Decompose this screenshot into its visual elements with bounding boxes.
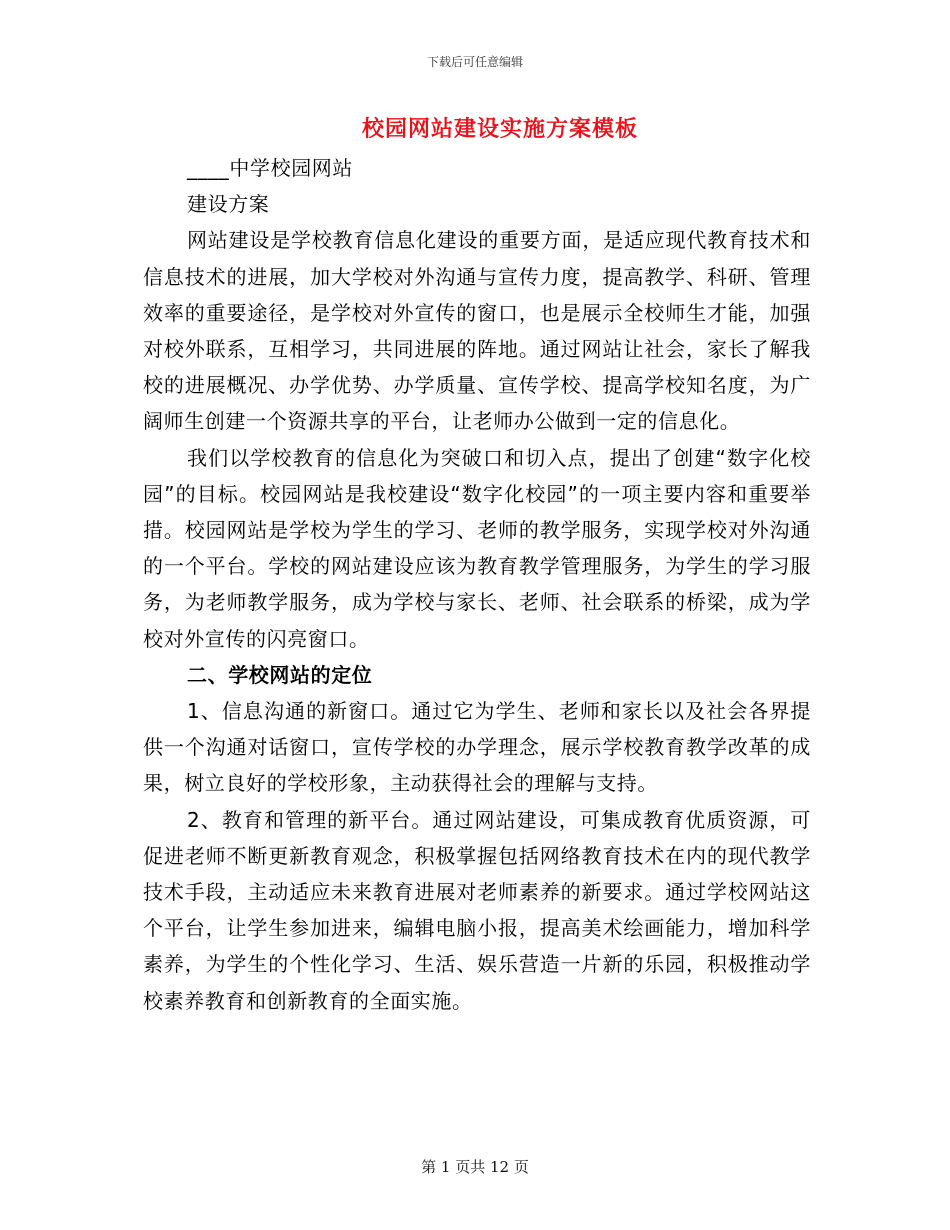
document-title: 校园网站建设实施方案模板 xyxy=(361,117,638,142)
paragraph-item-2: 2、教育和管理的新平台。通过网站建设，可集成教育优质资源，可促进老师不断更新教育观念，积极掌握包括网络教育技术在内的现代教学技术手段，主动适应未来教育进展对老师素养的新要求。通过学校网站这个平台，让学生参加进来，编辑电脑小报，提高美术绘画能力，增加科学素养，为学生的个性化学习、生活、娱乐营造一片新的乐园，积极推动学校素养教育和创新教育的全面实施。 xyxy=(143,807,811,1013)
page-header-note: 下载后可任意编辑 xyxy=(426,55,523,69)
school-name-line: ____中学校园网站 xyxy=(187,156,353,180)
document-body xyxy=(143,150,811,1019)
page-number: 第 1 页共 12 页 xyxy=(421,1158,529,1176)
subtitle-line: 建设方案 xyxy=(187,192,270,217)
paragraph-intro: 网站建设是学校教育信息化建设的重要方面，是适应现代教育技术和信息技术的进展，加大学校对外沟通与宣传力度，提高教学、科研、管理效率的重要途径，是学校对外宣传的窗口，也是展示全校师生才能，加强对校外联系，互相学习，共同进展的阵地。通过网站让社会，家长了解我校的进展概况、办学优势、办学质量、宣传学校、提高学校知名度，为广阔师生创建一个资源共享的平台，让老师办公做到一定的信息化。 xyxy=(143,228,811,434)
section-heading-positioning: 二、学校网站的定位 xyxy=(187,662,373,687)
paragraph-item-1: 1、信息沟通的新窗口。通过它为学生、老师和家长以及社会各界提供一个沟通对话窗口，宣传学校的办学理念，展示学校教育教学改革的成果，树立良好的学校形象，主动获得社会的理解与支持。 xyxy=(143,699,811,796)
paragraph-digital-campus: 我们以学校教育的信息化为突破口和切入点，提出了创建“数字化校园”的目标。校园网站是我校建设“数字化校园”的一项主要内容和重要举措。校园网站是学校为学生的学习、老师的教学服务，实现学校对外沟通的一个平台。学校的网站建设应该为教育教学管理服务，为学生的学习服务，为老师教学服务，成为学校与家长、老师、社会联系的桥梁，成为学校对外宣传的闪亮窗口。 xyxy=(143,445,811,651)
